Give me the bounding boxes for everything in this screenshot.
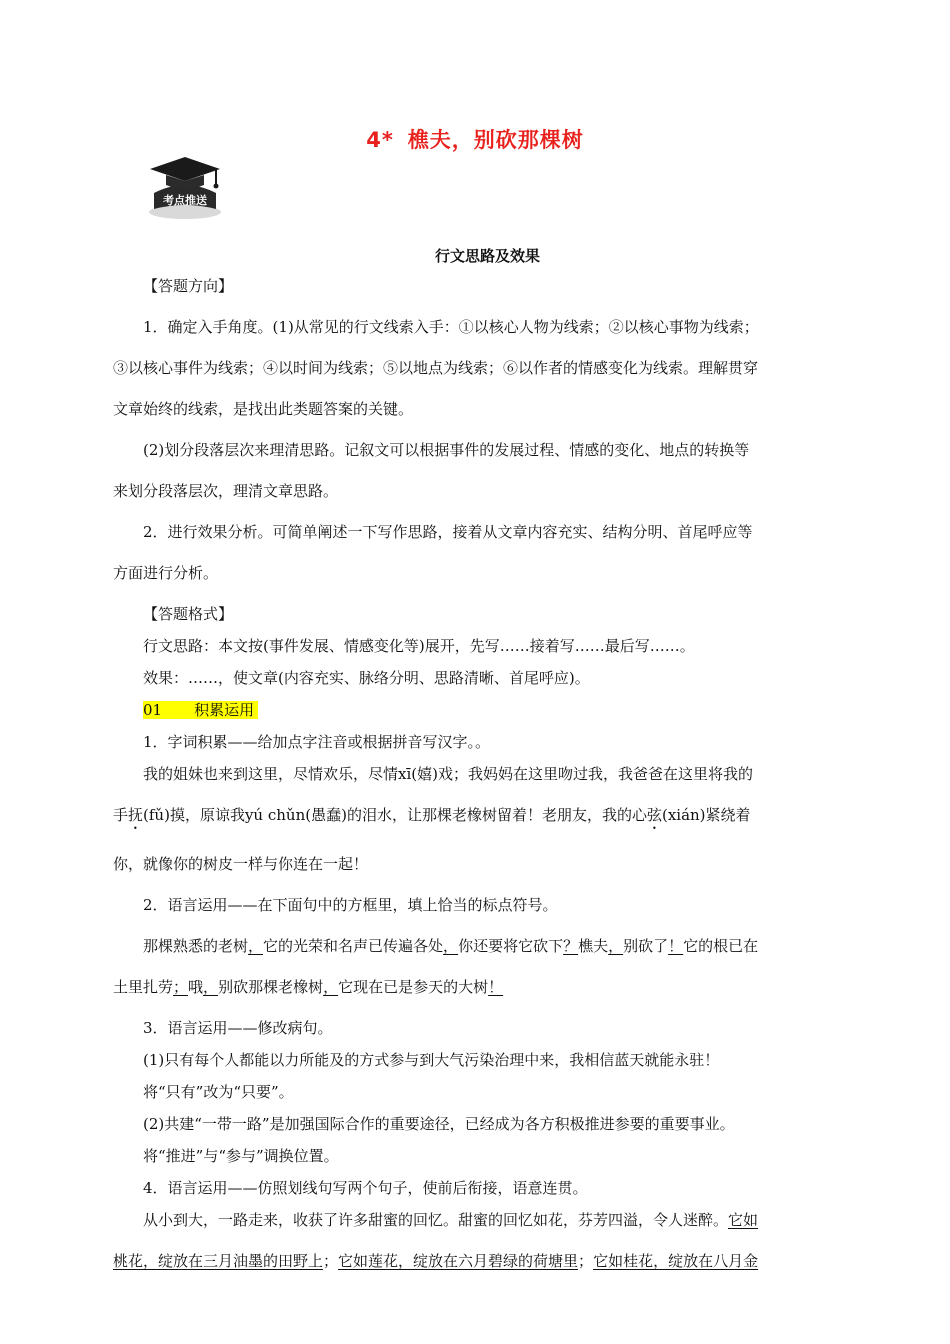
q4-line2: 桃花，绽放在三月油墨的田野上；它如莲花，绽放在六月碧绿的荷塘里；它如桂花，绽放在八月金 bbox=[113, 1252, 759, 1270]
underlined-text: 它如莲花，绽放在六月碧绿的荷塘里 bbox=[338, 1252, 579, 1270]
q3-sentence1: (1)只有每个人都能以力所能及的方式参与到大气污染治理中来，我相信蓝天就能永驻！ bbox=[143, 1051, 720, 1069]
underlined-text: 它如桂花，绽放在八月金 bbox=[593, 1252, 759, 1270]
direction-p2-line1: (2)划分段落层次来理清思路。记叙文可以根据事件的发展过程、情感的变化、地点的转换等 bbox=[143, 441, 750, 459]
direction-p2-line2: 来划分段落层次，理清文章思路。 bbox=[113, 482, 339, 500]
q2-stem: 2．语言运用——在下面句中的方框里，填上恰当的标点符号。 bbox=[143, 896, 558, 914]
graduation-cap-badge-icon bbox=[146, 155, 224, 221]
punct-answer: ； bbox=[173, 978, 189, 996]
direction-p1-line3: 文章始终的线索，是找出此类题答案的关键。 bbox=[113, 400, 414, 418]
badge-text: 考点推送 bbox=[163, 194, 207, 207]
underlined-text: 桃花，绽放在三月油墨的田野上 bbox=[113, 1252, 324, 1270]
q4-stem: 4．语言运用——仿照划线句写两个句子，使前后衔接，语意连贯。 bbox=[143, 1179, 588, 1197]
highlighted-label: 01 积累运用 bbox=[143, 701, 258, 719]
q2-line2: 土里扎劳；哦，别砍那棵老橡树，它现在已是参天的大树！ bbox=[113, 978, 504, 996]
q1-stem: 1．字词积累——给加点字注音或根据拼音写汉字。。 bbox=[143, 733, 491, 751]
direction-p3-line1: 2．进行效果分析。可简单阐述一下写作思路，接着从文章内容充实、结构分明、首尾呼应等 bbox=[143, 523, 753, 541]
punct-answer: ！ bbox=[488, 978, 504, 996]
q1-line1: 我的姐妹也来到这里，尽情欢乐，尽情xī(嬉)戏；我妈妈在这里吻过我，我爸爸在这里将我的 bbox=[143, 765, 753, 783]
format-line2: 效果：……，使文章(内容充实、脉络分明、思路清晰、首尾呼应)。 bbox=[143, 669, 590, 687]
q3-sentence2: (2)共建“一带一路”是加强国际合作的重要途径，已经成为各方积极推进参要的重要事业。 bbox=[143, 1115, 735, 1133]
page-title bbox=[0, 124, 950, 154]
q3-answer1: 将“只有”改为“只要”。 bbox=[143, 1083, 294, 1101]
direction-p1-line2: ③以核心事件为线索；④以时间为线索；⑤以地点为线索；⑥以作者的情感变化为线索。理解贯穿 bbox=[113, 359, 759, 377]
format-line1: 行文思路：本文按(事件发展、情感变化等)展开，先写……接着写……最后写……。 bbox=[143, 637, 695, 655]
punct-answer: ， bbox=[608, 937, 624, 955]
answer-direction-header: 【答题方向】 bbox=[143, 277, 234, 295]
q3-stem: 3．语言运用——修改病句。 bbox=[143, 1019, 333, 1037]
q4-line1: 从小到大，一路走来，收获了许多甜蜜的回忆。甜蜜的回忆如花，芬芳四溢，令人迷醉。它如 bbox=[143, 1211, 759, 1229]
direction-p3-line2: 方面进行分析。 bbox=[113, 564, 219, 582]
lesson-number: 4* bbox=[366, 128, 394, 152]
document-body bbox=[113, 276, 841, 1271]
answer-format-header: 【答题格式】 bbox=[143, 605, 234, 623]
punct-answer: ！ bbox=[668, 937, 684, 955]
punct-answer: ， bbox=[323, 978, 339, 996]
lesson-title: 樵夫，别砍那棵树 bbox=[407, 128, 584, 152]
q1-line2: 手抚(fǔ)摸，原谅我yú chǔn(愚蠢)的泪水，让那棵老橡树留着！老朋友，我的心弦(xián)紧绕着 bbox=[113, 806, 751, 824]
direction-p1-line1: 1．确定入手角度。(1)从常见的行文线索入手：①以核心人物为线索；②以核心事物为线索； bbox=[143, 318, 759, 336]
section-heading: 行文思路及效果 bbox=[434, 247, 540, 265]
q1-line3: 你，就像你的树皮一样与你连在一起！ bbox=[113, 855, 369, 873]
dotted-char: 弦 bbox=[646, 806, 662, 824]
punct-answer: ？ bbox=[563, 937, 579, 955]
q2-line1: 那棵熟悉的老树，它的光荣和名声已传遍各处，你还要将它砍下？樵夫，别砍了！它的根已在 bbox=[143, 937, 759, 955]
punct-answer: ， bbox=[443, 937, 459, 955]
punct-answer: ， bbox=[203, 978, 219, 996]
q3-answer2: 将“推进”与“参与”调换位置。 bbox=[143, 1147, 339, 1165]
punct-answer: ， bbox=[248, 937, 264, 955]
dotted-char: 抚 bbox=[128, 806, 144, 824]
underlined-text: 它如 bbox=[728, 1211, 759, 1229]
exercise-section-label bbox=[113, 700, 841, 720]
